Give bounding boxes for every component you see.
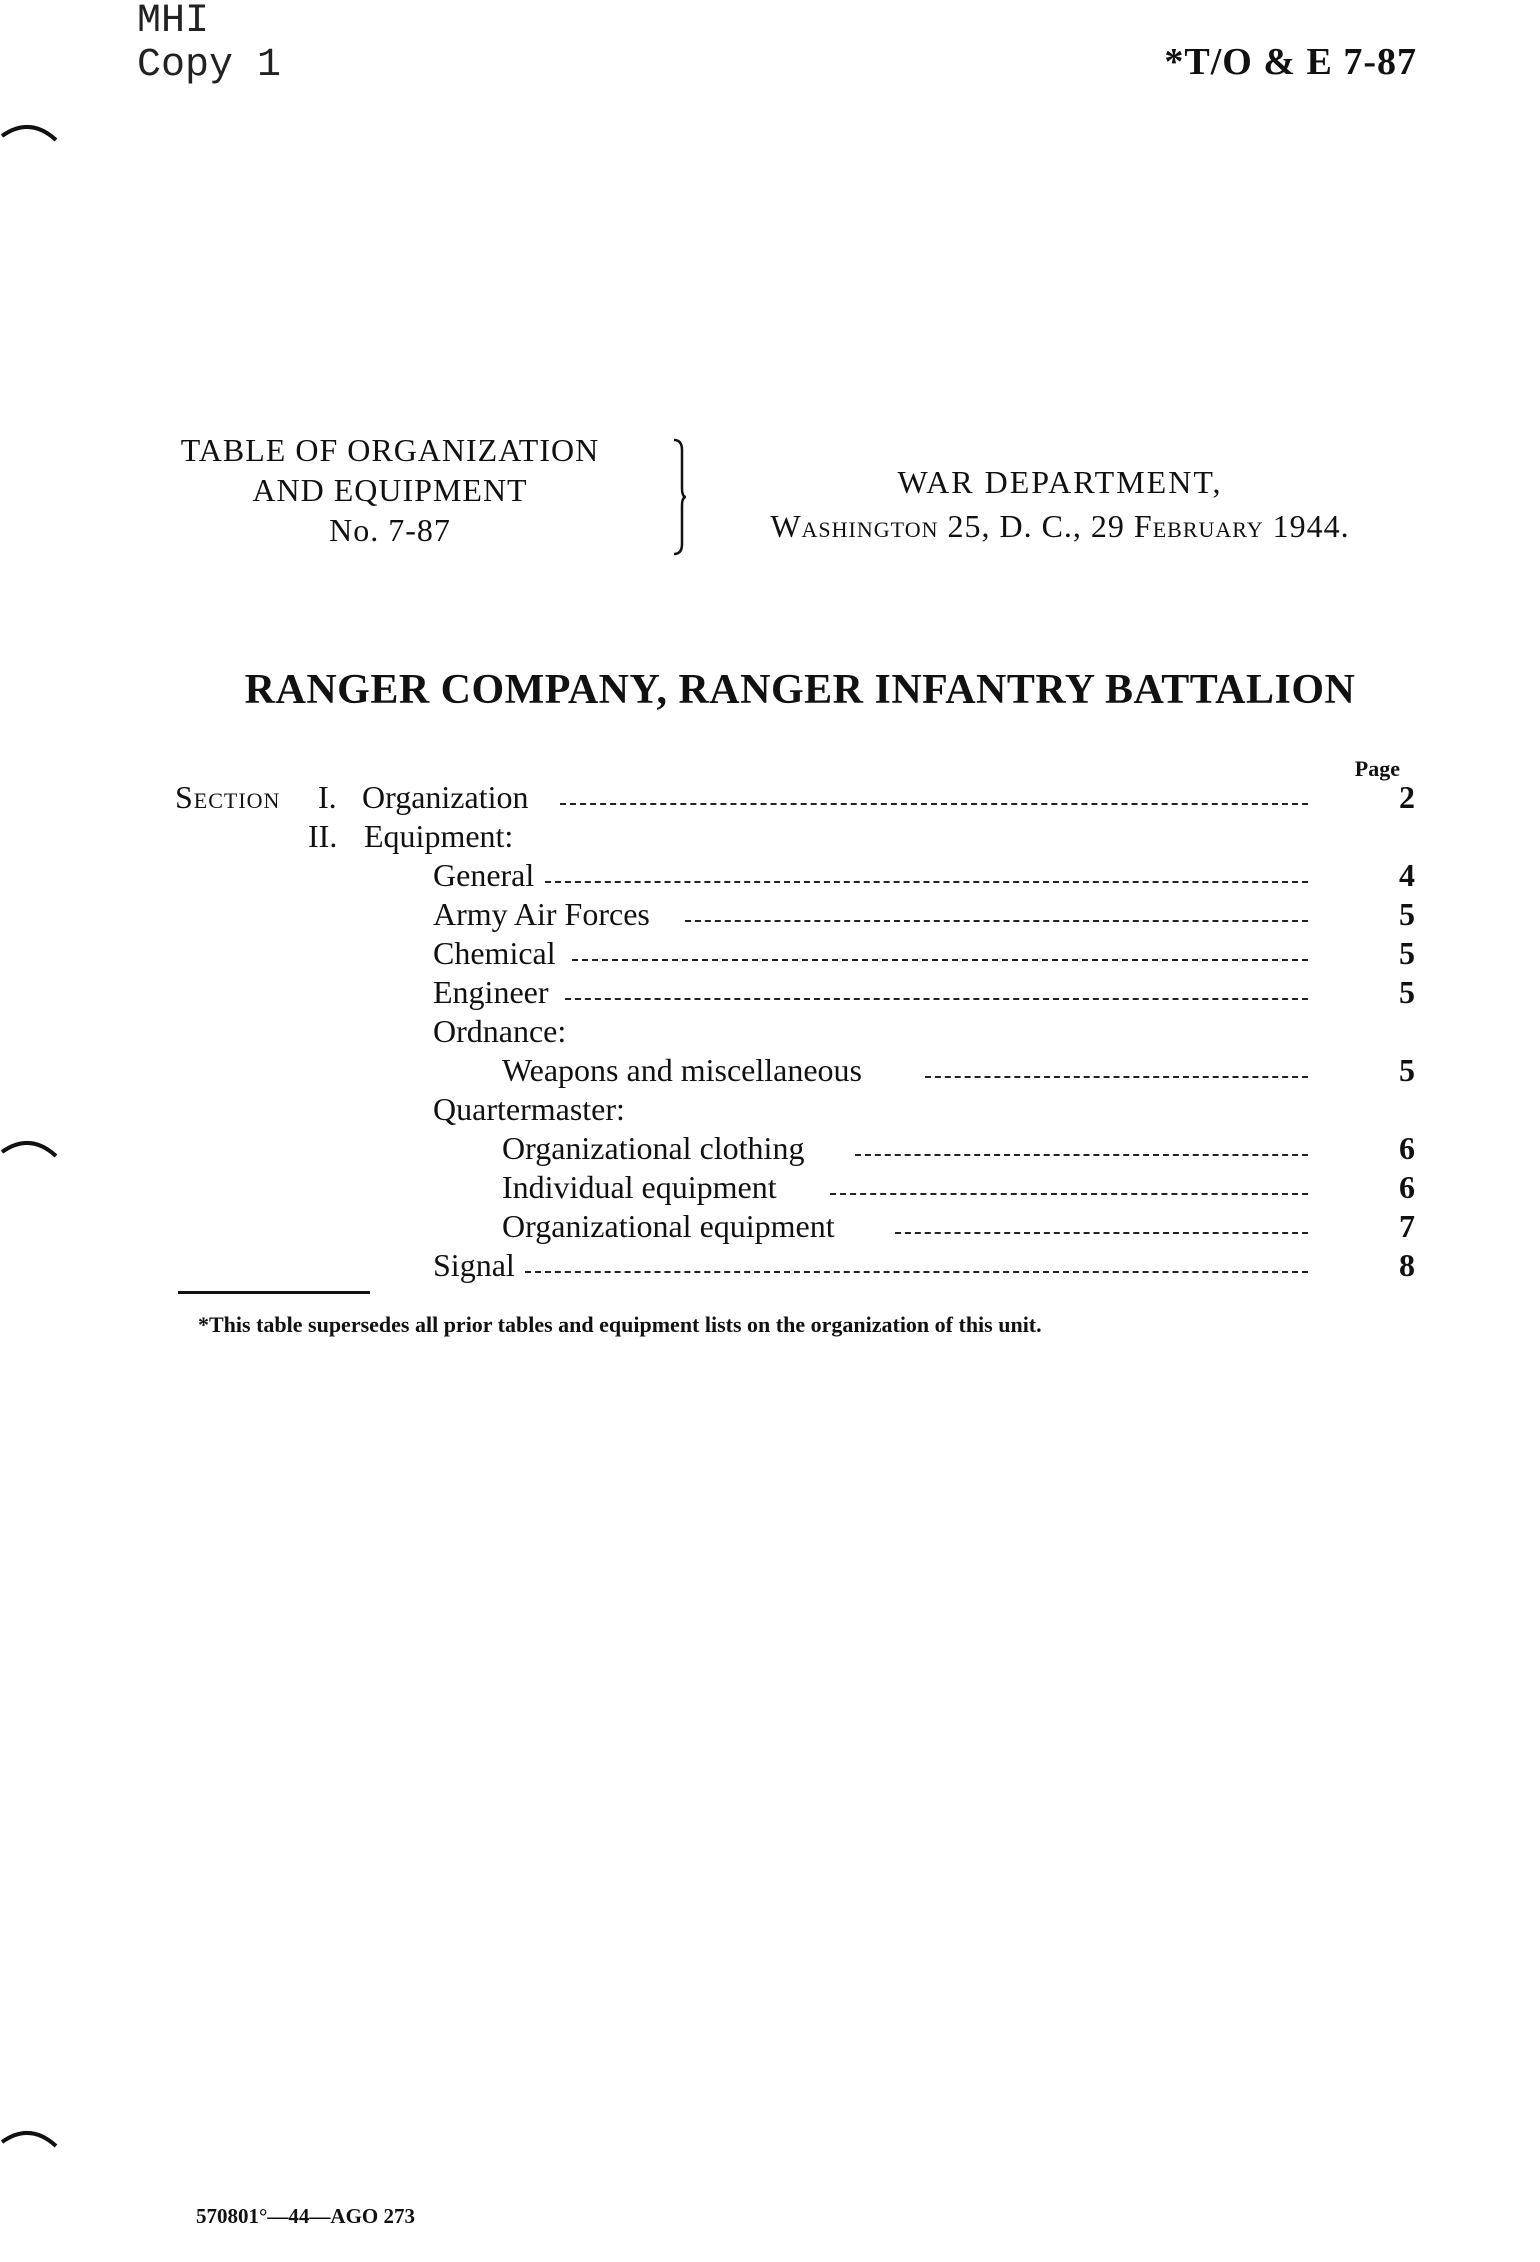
leader-dots	[925, 1076, 1308, 1078]
toc-entry-page: 5	[1399, 935, 1415, 971]
stamp-line-2: Copy 1	[137, 43, 282, 88]
leader-dots	[525, 1271, 1308, 1273]
stamp-line-1: MHI	[137, 0, 210, 44]
toc-entry	[0, 857, 1540, 895]
toc-entry-label: Weapons and miscellaneous	[502, 1052, 866, 1089]
toc-entry-page: 5	[1399, 974, 1415, 1010]
leader-dots	[685, 920, 1308, 922]
toc-entry	[0, 779, 1540, 817]
toc-entry-page: 6	[1399, 1169, 1415, 1205]
section-word: Section	[175, 779, 281, 815]
issue-place-date: Washington 25, D. C., 29 February 1944.	[770, 508, 1350, 544]
document-number: *T/O & E 7-87	[1164, 41, 1417, 83]
section-numeral: I.	[318, 779, 337, 815]
toc-entry-label: Signal	[433, 1247, 519, 1284]
toc-entry-label: Organizational equipment	[502, 1208, 839, 1245]
designation-line-1: TABLE OF ORGANIZATION	[180, 432, 600, 468]
footnote: *This table supersedes all prior tables and equipment lists on the organization of this unit.	[198, 1312, 1042, 1337]
toc-entry-label: Quartermaster:	[433, 1091, 629, 1128]
footnote-rule	[178, 1291, 370, 1294]
toc-entry-page: 8	[1399, 1247, 1415, 1283]
toc-entry-label: Organizational clothing	[502, 1130, 808, 1167]
toc-entry	[0, 1052, 1540, 1090]
print-code: 570801°—44—AGO 273	[196, 2204, 415, 2228]
toc-entry	[0, 1130, 1540, 1168]
page-title: RANGER COMPANY, RANGER INFANTRY BATTALION	[244, 667, 1356, 713]
leader-dots	[855, 1154, 1308, 1156]
leader-dots	[572, 959, 1308, 961]
toc-entry-label: Organization	[362, 779, 532, 816]
toc-entry	[0, 974, 1540, 1012]
toc-entry-label: General	[433, 857, 538, 894]
toc-entry-page: 7	[1399, 1208, 1415, 1244]
designation-line-3: No. 7-87	[329, 512, 451, 548]
section-numeral: II.	[308, 818, 338, 854]
toc-entry	[0, 1208, 1540, 1246]
toc-entry	[0, 1169, 1540, 1207]
leader-dots	[560, 803, 1308, 805]
toc-entry-label: Ordnance:	[433, 1013, 570, 1050]
leader-dots	[830, 1193, 1308, 1195]
toc-entry	[0, 896, 1540, 934]
leader-dots	[545, 881, 1308, 883]
toc-entry	[0, 1091, 1540, 1129]
designation-line-2: AND EQUIPMENT	[252, 472, 528, 508]
toc-entry-label: Equipment:	[364, 818, 517, 855]
department-name: WAR DEPARTMENT,	[897, 464, 1223, 500]
toc-page-heading: Page	[1354, 756, 1400, 781]
toc-entry-label: Chemical	[433, 935, 560, 972]
leader-dots	[565, 998, 1308, 1000]
toc-entry-label: Individual equipment	[502, 1169, 781, 1206]
toc-entry-page: 5	[1399, 896, 1415, 932]
leader-dots	[895, 1232, 1308, 1234]
toc-entry-page: 2	[1399, 779, 1415, 815]
toc-entry-page: 4	[1399, 857, 1415, 893]
toc-entry-page: 5	[1399, 1052, 1415, 1088]
toc-entry-page: 6	[1399, 1130, 1415, 1166]
toc-entry-label: Engineer	[433, 974, 553, 1011]
toc-entry	[0, 1013, 1540, 1051]
toc-entry	[0, 935, 1540, 973]
toc-entry-label: Army Air Forces	[433, 896, 654, 933]
toc-entry	[0, 818, 1540, 856]
toc-entry	[0, 1247, 1540, 1285]
